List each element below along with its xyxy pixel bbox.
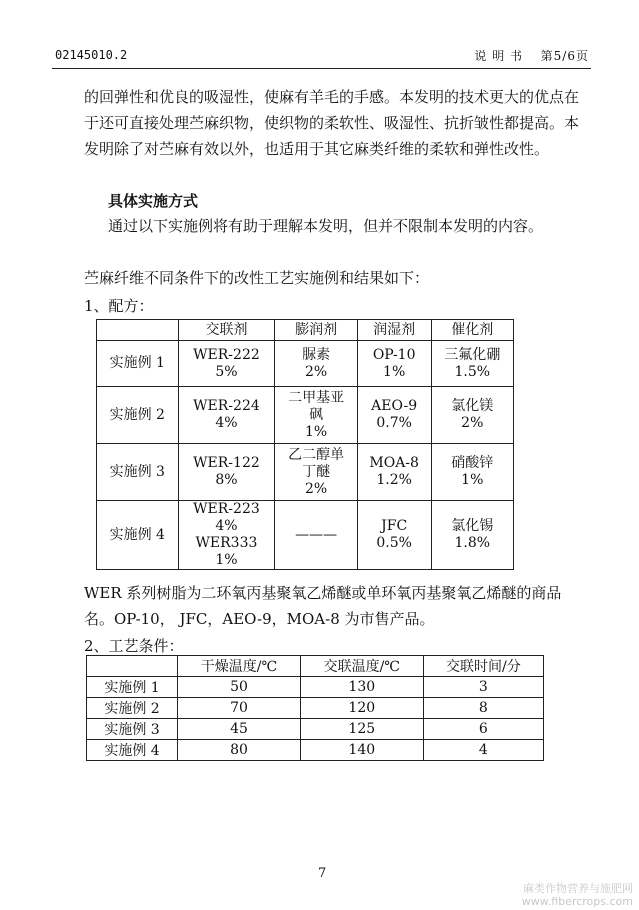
cell-line: 三氟化硼	[444, 346, 501, 363]
wetting-cell	[357, 501, 431, 570]
paragraph-intro: 的回弹性和优良的吸湿性，使麻有羊毛的手感。本发明的技术更大的优点在于还可直接处理苎麻织物，使织物的柔软性、吸湿性、抗折皱性都提高。本发明除了对苎麻有效以外，也适用于其它麻类纤维的柔软和弹性改性。	[84, 88, 580, 158]
swelling-cell	[275, 444, 357, 501]
table-cell: 80	[178, 740, 301, 761]
table-cell: 8	[423, 698, 543, 719]
table-cell: 实施例 2	[87, 698, 178, 719]
table-row	[87, 719, 544, 740]
cell-line: 1%	[215, 552, 238, 568]
cell-line: 8%	[215, 472, 238, 488]
table-cell: 实施例 1	[87, 677, 178, 698]
cell-line: MOA-8	[369, 455, 419, 471]
cell-line: 氯化镁	[451, 398, 494, 414]
row-name: 实施例 3	[97, 444, 179, 501]
cell-line: WER333	[195, 535, 258, 551]
formula-table	[96, 319, 514, 570]
cell-line: 砜	[309, 406, 324, 423]
list-label-process: 2、工艺条件：	[84, 637, 184, 655]
table-cell: 125	[300, 719, 423, 740]
cell-line: JFC	[381, 518, 408, 534]
cell-line: WER-122	[193, 455, 260, 471]
catalyst-cell	[431, 444, 513, 501]
cell-line: 0.7%	[376, 415, 412, 431]
table-cell: 实施例 3	[87, 719, 178, 740]
table-header-cell: 催化剂	[431, 320, 513, 341]
wetting-cell	[357, 341, 431, 387]
page-number: 7	[318, 866, 327, 881]
cell-line: WER-223	[193, 501, 260, 517]
table-cell: 45	[178, 719, 301, 740]
row-name: 实施例 1	[97, 341, 179, 387]
catalyst-cell	[431, 341, 513, 387]
cell-line: 5%	[215, 363, 238, 380]
cell-line: 脲素	[302, 346, 331, 363]
cell-line: 硝酸锌	[451, 455, 494, 471]
table-header-cell: 润湿剂	[357, 320, 431, 341]
table-row	[87, 698, 544, 719]
wetting-cell	[357, 387, 431, 444]
cell-line: AEO-9	[371, 398, 418, 414]
table-cell: 50	[178, 677, 301, 698]
wetting-cell	[357, 444, 431, 501]
table-cell: 实施例 4	[87, 740, 178, 761]
crosslinker-cell	[178, 387, 275, 444]
cell-line: 0.5%	[376, 535, 412, 551]
table-header-cell: 干燥温度/℃	[178, 656, 301, 677]
paragraph-wer-note: WER 系列树脂为二环氧丙基聚氧乙烯醚或单环氧丙基聚氧乙烯醚的商品名。OP-10， JFC，AEO-9，MOA-8 为市售产品。	[84, 584, 562, 628]
table-cell: 4	[423, 740, 543, 761]
section-heading: 具体实施方式	[108, 192, 199, 210]
table-cell: 140	[300, 740, 423, 761]
catalyst-cell	[431, 501, 513, 570]
table-header-cell: 膨润剂	[275, 320, 357, 341]
crosslinker-cell	[178, 341, 275, 387]
table-row	[97, 444, 514, 501]
row-name: 实施例 4	[97, 501, 179, 570]
swelling-cell	[275, 387, 357, 444]
table-header-cell	[97, 320, 179, 341]
table-header-cell: 交联温度/℃	[300, 656, 423, 677]
header-divider	[52, 68, 591, 69]
table-row	[87, 740, 544, 761]
table-row	[97, 501, 514, 570]
table-cell: 120	[300, 698, 423, 719]
cell-line: 乙二醇单	[288, 446, 345, 463]
paragraph-scope: 通过以下实施例将有助于理解本发明，但并不限制本发明的内容。	[108, 217, 544, 235]
catalyst-cell	[431, 387, 513, 444]
cell-line: 2%	[304, 363, 328, 380]
swelling-cell	[275, 501, 357, 570]
process-table	[86, 655, 544, 761]
section-title: 说 明 书	[474, 49, 524, 63]
crosslinker-cell	[178, 501, 275, 570]
header-right	[474, 47, 589, 64]
table-cell: 6	[423, 719, 543, 740]
cell-line: ———	[295, 526, 338, 543]
table-header-row	[87, 656, 544, 677]
table-header-row	[97, 320, 514, 341]
table-row	[97, 341, 514, 387]
table-header-cell: 交联时间/分	[423, 656, 543, 677]
table-header-cell	[87, 656, 178, 677]
cell-line: 1%	[461, 472, 484, 488]
cell-line: WER-222	[193, 346, 260, 363]
cell-line: 4%	[215, 415, 238, 431]
table-cell: 3	[423, 677, 543, 698]
table-cell: 130	[300, 677, 423, 698]
crosslinker-cell	[178, 444, 275, 501]
list-label-formula: 1、配方：	[84, 297, 154, 315]
row-name: 实施例 2	[97, 387, 179, 444]
cell-line: 1.5%	[454, 363, 491, 380]
table-row	[87, 677, 544, 698]
table-header-cell: 交联剂	[178, 320, 275, 341]
watermark	[522, 882, 633, 908]
cell-line: 1%	[383, 363, 406, 380]
table-cell: 70	[178, 698, 301, 719]
table-row	[97, 387, 514, 444]
cell-line: 氯化锡	[451, 518, 494, 534]
cell-line: 1%	[304, 423, 328, 440]
cell-line: OP-10	[372, 346, 416, 363]
cell-line: 2%	[461, 415, 484, 431]
doc-number: 02145010.2	[55, 48, 128, 62]
cell-line: WER-224	[193, 398, 260, 414]
swelling-cell	[275, 341, 357, 387]
cell-line: 1.2%	[376, 472, 412, 488]
cell-line: 丁醚	[302, 463, 331, 480]
cell-line: 4%	[215, 518, 238, 534]
watermark-line: 麻类作物营养与施肥网	[523, 882, 633, 895]
cell-line: 二甲基亚	[288, 389, 345, 406]
cell-line: 1.8%	[454, 535, 491, 551]
paragraph-examples: 苎麻纤维不同条件下的改性工艺实施例和结果如下：	[84, 269, 430, 287]
cell-line: 2%	[304, 480, 328, 497]
watermark-line: www.fibercrops.com	[521, 895, 633, 908]
page-label: 第5/6页	[540, 49, 589, 63]
